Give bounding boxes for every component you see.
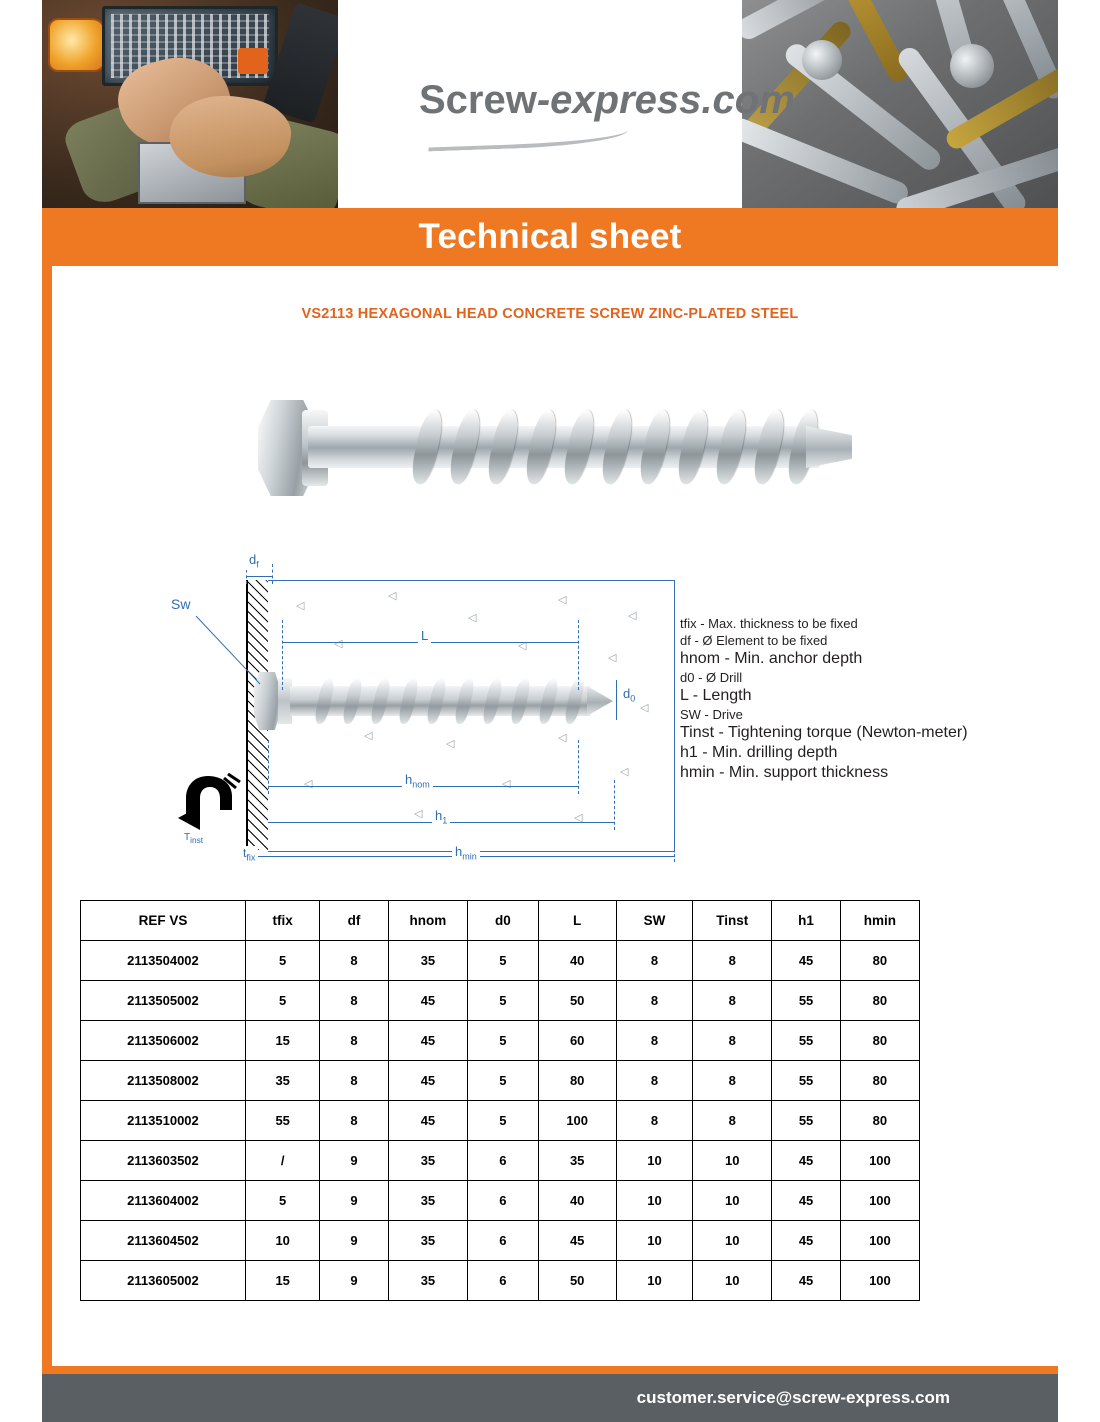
cell-hnom: 35 bbox=[388, 1221, 467, 1261]
cell-hmin: 80 bbox=[840, 1021, 919, 1061]
cell-tinst: 10 bbox=[693, 1141, 772, 1181]
cell-l: 45 bbox=[538, 1221, 616, 1261]
cell-df: 8 bbox=[320, 1101, 388, 1141]
cell-d0: 6 bbox=[468, 1181, 538, 1221]
cell-ref: 2113505002 bbox=[81, 981, 246, 1021]
cell-ref: 2113508002 bbox=[81, 1061, 246, 1101]
cell-df: 9 bbox=[320, 1141, 388, 1181]
product-title: VS2113 HEXAGONAL HEAD CONCRETE SCREW ZINC-PLATED STEEL bbox=[301, 306, 799, 322]
legend-item-h1: h1 - Min. drilling depth bbox=[680, 744, 838, 761]
cell-df: 8 bbox=[320, 1061, 388, 1101]
cell-l: 50 bbox=[538, 981, 616, 1021]
cell-h1: 45 bbox=[772, 1221, 841, 1261]
cell-d0: 5 bbox=[468, 1101, 538, 1141]
cell-sw: 8 bbox=[616, 981, 692, 1021]
cell-hnom: 45 bbox=[388, 981, 467, 1021]
cell-hnom: 35 bbox=[388, 1181, 467, 1221]
cell-d0: 5 bbox=[468, 1061, 538, 1101]
cell-df: 8 bbox=[320, 1021, 388, 1061]
cell-tfix: 35 bbox=[245, 1061, 319, 1101]
table-row bbox=[81, 1061, 920, 1101]
cell-hmin: 100 bbox=[840, 1181, 919, 1221]
cell-l: 100 bbox=[538, 1101, 616, 1141]
table-header-row bbox=[81, 901, 920, 941]
cell-ref: 2113510002 bbox=[81, 1101, 246, 1141]
cell-ref: 2113504002 bbox=[81, 941, 246, 981]
cell-sw: 10 bbox=[616, 1141, 692, 1181]
cell-hmin: 100 bbox=[840, 1261, 919, 1301]
product-photo bbox=[240, 370, 850, 520]
orange-part bbox=[238, 48, 268, 74]
cell-d0: 6 bbox=[468, 1261, 538, 1301]
brand-logo bbox=[419, 78, 795, 123]
cell-h1: 55 bbox=[772, 981, 841, 1021]
cell-tfix: 10 bbox=[245, 1221, 319, 1261]
col-ref-vs: REF VS bbox=[81, 901, 246, 941]
cell-tinst: 10 bbox=[693, 1221, 772, 1261]
legend-item-tfix: tfix - Max. thickness to be fixed bbox=[680, 616, 858, 631]
cell-hnom: 45 bbox=[388, 1021, 467, 1061]
cell-ref: 2113603502 bbox=[81, 1141, 246, 1181]
cell-sw: 8 bbox=[616, 1021, 692, 1061]
cell-h1: 45 bbox=[772, 1261, 841, 1301]
table-row bbox=[81, 1141, 920, 1181]
legend-item-hmin: hmin - Min. support thickness bbox=[680, 764, 889, 781]
col-h1: h1 bbox=[772, 901, 841, 941]
cell-sw: 10 bbox=[616, 1221, 692, 1261]
label-tinst: $T_{inst}$ bbox=[184, 832, 204, 845]
col-sw: SW bbox=[616, 901, 692, 941]
screw-tip bbox=[806, 426, 852, 468]
table-row bbox=[81, 1221, 920, 1261]
cell-d0: 5 bbox=[468, 981, 538, 1021]
cell-tfix: 5 bbox=[245, 981, 319, 1021]
cell-tfix: 5 bbox=[245, 1181, 319, 1221]
cell-hnom: 35 bbox=[388, 1261, 467, 1301]
cell-hnom: 35 bbox=[388, 941, 467, 981]
cell-hnom: 45 bbox=[388, 1101, 467, 1141]
label-sw: Sw bbox=[168, 596, 193, 612]
concrete-base: ◁ ◁ ◁ ◁ ◁ ◁ ◁ ◁ ◁ ◁ ◁ ◁ ◁ ◁ ◁ ◁ ◁ bbox=[268, 580, 675, 852]
cell-d0: 6 bbox=[468, 1221, 538, 1261]
cell-sw: 8 bbox=[616, 1061, 692, 1101]
col-d0: d0 bbox=[468, 901, 538, 941]
footer-email[interactable]: customer.service@screw-express.com bbox=[636, 1388, 950, 1407]
table-row bbox=[81, 1021, 920, 1061]
legend-item-L: L - Length bbox=[680, 687, 752, 704]
col-df: df bbox=[320, 901, 388, 941]
col-tinst: Tinst bbox=[693, 901, 772, 941]
table-row bbox=[81, 941, 920, 981]
specifications-table bbox=[80, 900, 920, 1301]
cell-df: 8 bbox=[320, 981, 388, 1021]
cell-l: 35 bbox=[538, 1141, 616, 1181]
cell-ref: 2113604002 bbox=[81, 1181, 246, 1221]
label-df: $d_f$ bbox=[246, 552, 262, 570]
legend-item-tinst: Tinst - Tightening torque (Newton-meter) bbox=[680, 724, 968, 741]
cell-df: 8 bbox=[320, 941, 388, 981]
cell-h1: 45 bbox=[772, 1141, 841, 1181]
cell-hmin: 80 bbox=[840, 1101, 919, 1141]
torque-icon bbox=[174, 772, 244, 838]
cell-df: 9 bbox=[320, 1181, 388, 1221]
cell-df: 9 bbox=[320, 1261, 388, 1301]
cell-h1: 45 bbox=[772, 941, 841, 981]
cell-h1: 45 bbox=[772, 1181, 841, 1221]
legend-item-hnom: hnom - Min. anchor depth bbox=[680, 650, 863, 667]
sw-leader-line bbox=[190, 610, 270, 696]
cell-ref: 2113604502 bbox=[81, 1221, 246, 1261]
col-tfix: tfix bbox=[245, 901, 319, 941]
col-hmin: hmin bbox=[840, 901, 919, 941]
cell-sw: 10 bbox=[616, 1261, 692, 1301]
workshop-photo bbox=[42, 0, 338, 208]
tape-measure-icon bbox=[48, 18, 106, 72]
cell-tinst: 8 bbox=[693, 1101, 772, 1141]
cell-tfix: 15 bbox=[245, 1261, 319, 1301]
cell-d0: 6 bbox=[468, 1141, 538, 1181]
col-hnom: hnom bbox=[388, 901, 467, 941]
label-L: L bbox=[418, 628, 431, 643]
cell-h1: 55 bbox=[772, 1021, 841, 1061]
brand-name-part2: -express.com bbox=[536, 78, 795, 122]
label-h1: $h_1$ bbox=[432, 808, 450, 826]
label-hnom: $h_{nom}$ bbox=[402, 772, 433, 790]
cell-d0: 5 bbox=[468, 941, 538, 981]
legend-item-df: df - Ø Element to be fixed bbox=[680, 633, 828, 648]
cell-hmin: 80 bbox=[840, 941, 919, 981]
brand-name-part1: Screw bbox=[419, 78, 537, 122]
label-d0: $d_0$ bbox=[620, 686, 638, 704]
cell-l: 60 bbox=[538, 1021, 616, 1061]
cell-sw: 8 bbox=[616, 1101, 692, 1141]
label-hmin: $h_{min}$ bbox=[452, 844, 480, 862]
table-row bbox=[81, 1181, 920, 1221]
legend-item-d0: d0 - Ø Drill bbox=[680, 670, 743, 685]
cell-hmin: 100 bbox=[840, 1141, 919, 1181]
cell-hmin: 80 bbox=[840, 981, 919, 1021]
cell-ref: 2113506002 bbox=[81, 1021, 246, 1061]
cell-tinst: 8 bbox=[693, 941, 772, 981]
table-row bbox=[81, 1101, 920, 1141]
cell-tinst: 10 bbox=[693, 1261, 772, 1301]
header-banner bbox=[42, 0, 1058, 208]
cell-l: 80 bbox=[538, 1061, 616, 1101]
cell-h1: 55 bbox=[772, 1061, 841, 1101]
cell-l: 40 bbox=[538, 1181, 616, 1221]
cell-tinst: 8 bbox=[693, 1061, 772, 1101]
legend-item-sw: SW - Drive bbox=[680, 707, 743, 722]
col-l: L bbox=[538, 901, 616, 941]
cell-tfix: / bbox=[245, 1141, 319, 1181]
cell-l: 40 bbox=[538, 941, 616, 981]
page-title: Technical sheet bbox=[418, 217, 682, 256]
cell-tinst: 8 bbox=[693, 1021, 772, 1061]
label-tfix: $t_{fix}$ bbox=[240, 846, 258, 862]
cell-sw: 8 bbox=[616, 941, 692, 981]
cell-sw: 10 bbox=[616, 1181, 692, 1221]
technical-drawing bbox=[150, 552, 710, 880]
cell-d0: 5 bbox=[468, 1021, 538, 1061]
cell-ref: 2113605002 bbox=[81, 1261, 246, 1301]
cell-hnom: 45 bbox=[388, 1061, 467, 1101]
cell-hmin: 100 bbox=[840, 1221, 919, 1261]
cell-tfix: 15 bbox=[245, 1021, 319, 1061]
cell-hmin: 80 bbox=[840, 1061, 919, 1101]
legend-list bbox=[680, 616, 1050, 784]
cell-l: 50 bbox=[538, 1261, 616, 1301]
cell-tfix: 55 bbox=[245, 1101, 319, 1141]
cell-tinst: 10 bbox=[693, 1181, 772, 1221]
cell-h1: 55 bbox=[772, 1101, 841, 1141]
table-row bbox=[81, 981, 920, 1021]
cell-df: 9 bbox=[320, 1221, 388, 1261]
cell-tfix: 5 bbox=[245, 941, 319, 981]
cell-tinst: 8 bbox=[693, 981, 772, 1021]
cell-hnom: 35 bbox=[388, 1141, 467, 1181]
table-row bbox=[81, 1261, 920, 1301]
footer-accent-bar bbox=[42, 1366, 1058, 1374]
